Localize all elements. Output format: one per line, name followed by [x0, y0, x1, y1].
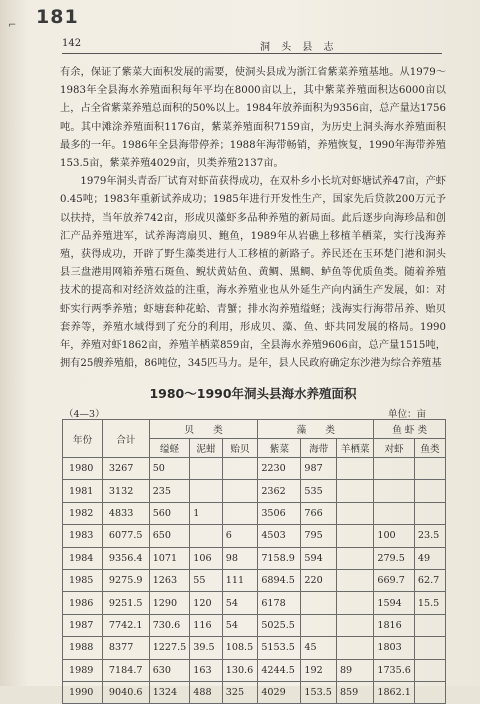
body-text [60, 64, 446, 373]
total-cell: 3267 [102, 458, 149, 480]
razor-clam-cell: 1071 [149, 547, 190, 569]
table-row [63, 525, 446, 547]
book-title: 洞 头 县 志 [260, 42, 338, 53]
table-row [63, 547, 446, 569]
total-cell: 8377 [102, 637, 149, 659]
fish-cell [414, 502, 445, 524]
ark-clam-cell [190, 525, 222, 547]
laver-cell: 2362 [258, 480, 301, 502]
year-cell: 1984 [63, 547, 103, 569]
year-cell: 1983 [63, 525, 103, 547]
fish-cell: 62.7 [414, 569, 445, 591]
prawn-cell: 100 [374, 525, 415, 547]
razor-clam-cell: 235 [149, 480, 190, 502]
laver-cell: 6178 [258, 592, 301, 614]
razor-clam-cell: 630 [149, 659, 190, 681]
ark-clam-cell: 163 [190, 659, 222, 681]
fish-cell [414, 659, 445, 681]
ark-clam-cell [190, 480, 222, 502]
col-year-header: 年份 [63, 420, 103, 458]
year-cell: 1986 [63, 592, 103, 614]
laver-cell: 2230 [258, 458, 301, 480]
prawn-cell [374, 458, 415, 480]
hijiki-cell [336, 547, 373, 569]
table-unit: 单位：亩 [388, 409, 427, 420]
prawn-cell: 1816 [374, 614, 415, 636]
fish-cell: 49 [414, 547, 445, 569]
hijiki-cell [336, 637, 373, 659]
year-cell: 1985 [63, 569, 103, 591]
laver-cell: 5025.5 [258, 614, 301, 636]
hijiki-cell: 859 [336, 681, 373, 703]
razor-clam-cell: 1324 [149, 681, 190, 703]
total-cell: 6077.5 [102, 525, 149, 547]
table-row [63, 458, 446, 480]
table-header-row [63, 420, 446, 439]
razor-clam-cell: 1227.5 [149, 637, 190, 659]
hijiki-cell [336, 458, 373, 480]
fish-cell [414, 614, 445, 636]
ark-clam-cell: 106 [190, 547, 222, 569]
handwritten-mark: ⌐ [8, 20, 17, 31]
total-cell: 9275.9 [102, 569, 149, 591]
kelp-cell [301, 592, 337, 614]
prawn-cell: 1594 [374, 592, 415, 614]
paragraph: 1979年洞头青岙厂试育对虾苗获得成功，在双朴乡小长坑对虾塘试养47亩，产虾0.45吨；1983年重新试养成功；1985年进行开发性生产，国家先后贷款200万元予以扶持，当年放养742亩，形成贝藻虾多品种养殖的新局面。此后逐步向海珍品和创汇产品养殖进军，试养海湾扇贝、鲍鱼，1989年从岩礁上移植羊栖菜，实行浅海养殖，获得成功，开辟了野生藻类进行人工移植的新路子。养民还在玉环楚门港和洞头县三盘港用网箱养殖石斑鱼、鲵状黄姑鱼、黄鲷、黑鲷、鲈鱼等优质鱼类。随着养殖技术的提高和对经济效益的注重，海水养殖业也从外延生产向内涵生产发展，如：对虾实行两季养殖；虾塘套种花蛤、青蟹；排水沟养殖缢蛏；浅海实行海带吊养、贻贝套养等，养殖水域得到了充分的利用，形成贝、藻、鱼、虾共同发展的格局。1990年，养殖对虾1862亩，养殖羊栖菜859亩，全县海水养殖9606亩，总产量1515吨，拥有25艘养殖船，86吨位，345匹马力。是年，县人民政府确定东沙港为综合养殖基 [60, 176, 446, 370]
prawn-cell: 1735.6 [374, 659, 415, 681]
ark-clam-cell [190, 458, 222, 480]
hijiki-cell [336, 480, 373, 502]
prawn-cell: 1862.1 [374, 681, 415, 703]
fish-cell [414, 681, 445, 703]
laver-cell: 3506 [258, 502, 301, 524]
fish-cell [414, 637, 445, 659]
laver-cell: 4503 [258, 525, 301, 547]
prawn-cell: 279.5 [374, 547, 415, 569]
hijiki-cell [336, 569, 373, 591]
group-shellfish-header: 贝 类 [149, 420, 258, 439]
year-cell: 1988 [63, 637, 103, 659]
prawn-cell [374, 502, 415, 524]
table-row [63, 569, 446, 591]
year-cell: 1989 [63, 659, 103, 681]
prawn-cell: 669.7 [374, 569, 415, 591]
mussel-cell: 130.6 [222, 659, 258, 681]
total-cell: 7184.7 [102, 659, 149, 681]
fish-cell [414, 458, 445, 480]
year-cell: 1981 [63, 480, 103, 502]
col-ark-clam-header: 泥蚶 [190, 439, 222, 458]
aquaculture-area-table [62, 419, 446, 704]
table-row [63, 614, 446, 636]
kelp-cell: 45 [301, 637, 337, 659]
fish-cell: 23.5 [414, 525, 445, 547]
hijiki-cell [336, 592, 373, 614]
total-cell: 4833 [102, 502, 149, 524]
table-row [63, 502, 446, 524]
mussel-cell: 6 [222, 525, 258, 547]
kelp-cell: 535 [301, 480, 337, 502]
table-title: 1980～1990年洞头县海水养殖面积 [149, 386, 357, 401]
table-row [63, 637, 446, 659]
kelp-cell: 594 [301, 547, 337, 569]
mussel-cell: 325 [222, 681, 258, 703]
hijiki-cell: 89 [336, 659, 373, 681]
mussel-cell: 54 [222, 614, 258, 636]
hijiki-cell [336, 525, 373, 547]
total-cell: 3132 [102, 480, 149, 502]
mussel-cell [222, 480, 258, 502]
ark-clam-cell: 1 [190, 502, 222, 524]
laver-cell: 4244.5 [258, 659, 301, 681]
col-hijiki-header: 羊栖菜 [336, 439, 373, 458]
razor-clam-cell: 730.6 [149, 614, 190, 636]
col-total-header: 合计 [102, 420, 149, 458]
razor-clam-cell: 50 [149, 458, 190, 480]
col-prawn-header: 对虾 [374, 439, 415, 458]
year-cell: 1980 [63, 458, 103, 480]
ark-clam-cell: 39.5 [190, 637, 222, 659]
razor-clam-cell: 560 [149, 502, 190, 524]
laver-cell: 4029 [258, 681, 301, 703]
year-cell: 1982 [63, 502, 103, 524]
total-cell: 7742.1 [102, 614, 149, 636]
paragraph: 有余，保证了紫菜大面积发展的需要，使洞头县成为浙江省紫菜养殖基地。从1979～1983年全县海水养殖面积每年平均在8000亩以上，其中紫菜养殖面积达6000亩以上，占全省紫菜养殖总面积的50%以上。1984年放养面积为9356亩，总产量达1756吨。其中滩涂养殖面积1176亩，紫菜养殖面积7159亩，为历史上洞头海水养殖面积最多的一年。1986年全县海带停养；1988年海带畅销，养殖恢复，1990年海带养殖153.5亩，紫菜养殖4029亩，贝类养殖2137亩。 [60, 67, 446, 170]
mussel-cell [222, 458, 258, 480]
header-rule [62, 53, 442, 54]
ark-clam-cell: 120 [190, 592, 222, 614]
hijiki-cell [336, 614, 373, 636]
hijiki-cell [336, 502, 373, 524]
kelp-cell: 766 [301, 502, 337, 524]
mussel-cell: 54 [222, 592, 258, 614]
kelp-cell: 987 [301, 458, 337, 480]
total-cell: 9040.6 [102, 681, 149, 703]
year-cell: 1990 [63, 681, 103, 703]
prawn-cell [374, 480, 415, 502]
table-row [63, 592, 446, 614]
table-number: （4—3） [64, 409, 105, 420]
total-cell: 9356.4 [102, 547, 149, 569]
group-algae-header: 藻 类 [258, 420, 374, 439]
fish-cell [414, 480, 445, 502]
laver-cell: 6894.5 [258, 569, 301, 591]
year-cell: 1987 [63, 614, 103, 636]
mussel-cell [222, 502, 258, 524]
ark-clam-cell: 55 [190, 569, 222, 591]
group-fish-shrimp-header: 鱼 虾 类 [374, 420, 446, 439]
col-razor-clam-header: 缢蛏 [149, 439, 190, 458]
razor-clam-cell: 1290 [149, 592, 190, 614]
running-header [62, 38, 442, 54]
total-cell: 9251.5 [102, 592, 149, 614]
fish-cell: 15.5 [414, 592, 445, 614]
ark-clam-cell: 488 [190, 681, 222, 703]
kelp-cell: 795 [301, 525, 337, 547]
razor-clam-cell: 650 [149, 525, 190, 547]
page-number: 142 [62, 38, 82, 49]
ark-clam-cell: 116 [190, 614, 222, 636]
kelp-cell: 153.5 [301, 681, 337, 703]
table-row [63, 681, 446, 703]
mussel-cell: 111 [222, 569, 258, 591]
laver-cell: 7158.9 [258, 547, 301, 569]
table-body [63, 458, 446, 704]
mussel-cell: 108.5 [222, 637, 258, 659]
razor-clam-cell: 1263 [149, 569, 190, 591]
laver-cell: 5153.5 [258, 637, 301, 659]
col-laver-header: 紫菜 [258, 439, 301, 458]
kelp-cell: 220 [301, 569, 337, 591]
table-row [63, 480, 446, 502]
col-kelp-header: 海带 [301, 439, 337, 458]
col-mussel-header: 贻贝 [222, 439, 258, 458]
mussel-cell: 98 [222, 547, 258, 569]
table-row [63, 659, 446, 681]
handwritten-page-number: 181 [36, 6, 79, 28]
kelp-cell: 192 [301, 659, 337, 681]
kelp-cell [301, 614, 337, 636]
prawn-cell: 1803 [374, 637, 415, 659]
col-fish-header: 鱼类 [414, 439, 445, 458]
